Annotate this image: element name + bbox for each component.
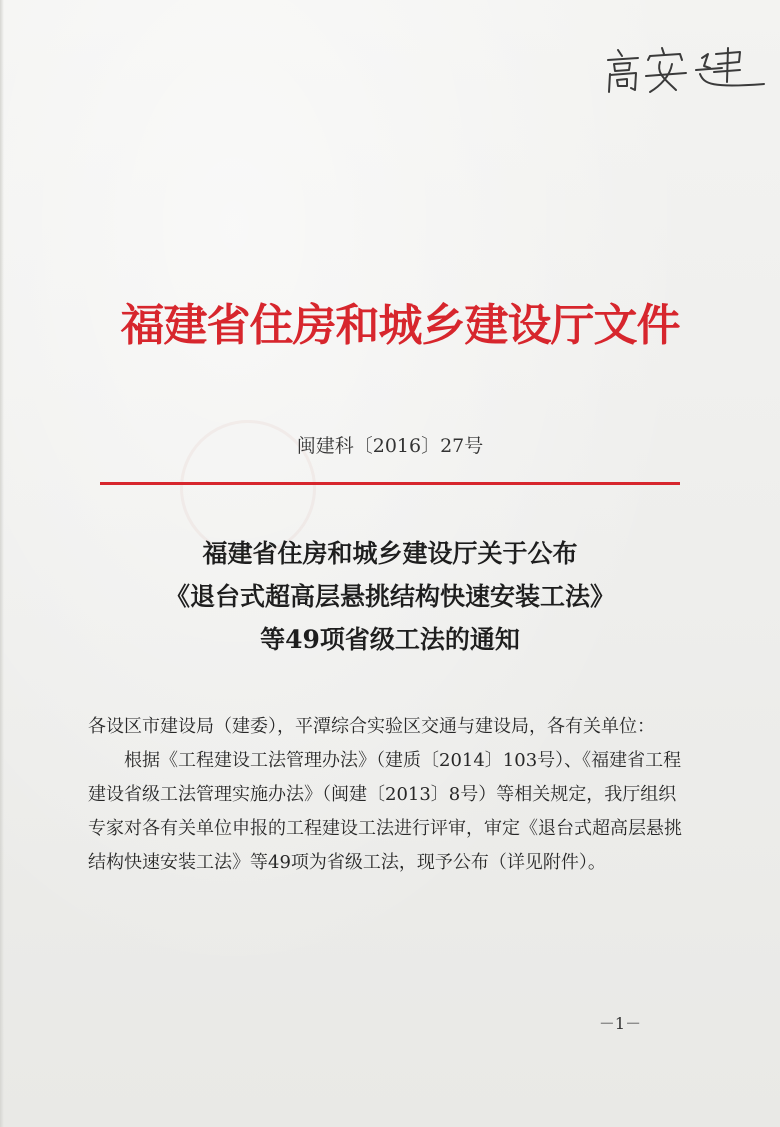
notice-body (88, 710, 688, 880)
binding-edge (0, 0, 4, 1127)
handwritten-signature-drawing (600, 40, 770, 100)
body-paragraph: 根据《工程建设工法管理办法》（建质〔2014〕103号）、《福建省工程建设省级工法管理实施办法》（闽建〔2013〕8号）等相关规定，我厅组织专家对各有关单位申报的工程建设工法进行评审，审定《退台式超高层悬挑结构快速安装工法》等49项为省级工法，现予公布（详见附件）。 (88, 750, 682, 873)
notice-title-line-1: 福建省住房和城乡建设厅关于公布 (202, 539, 578, 568)
addressee-line: 各设区市建设局（建委），平潭综合实验区交通与建设局，各有关单位： (88, 716, 655, 737)
handwritten-signature (600, 40, 770, 100)
notice-title-line-2: 《退台式超高层悬挑结构快速安装工法》 (164, 582, 615, 611)
red-divider-line (100, 482, 680, 485)
document-number: 闽建科〔2016〕27号 (296, 435, 484, 457)
issuer-header-title: 福建省住房和城乡建设厅文件 (120, 300, 680, 351)
notice-title-line-3: 等49项省级工法的通知 (260, 625, 520, 654)
page-number: －1－ (598, 1014, 642, 1033)
notice-title (80, 532, 700, 661)
